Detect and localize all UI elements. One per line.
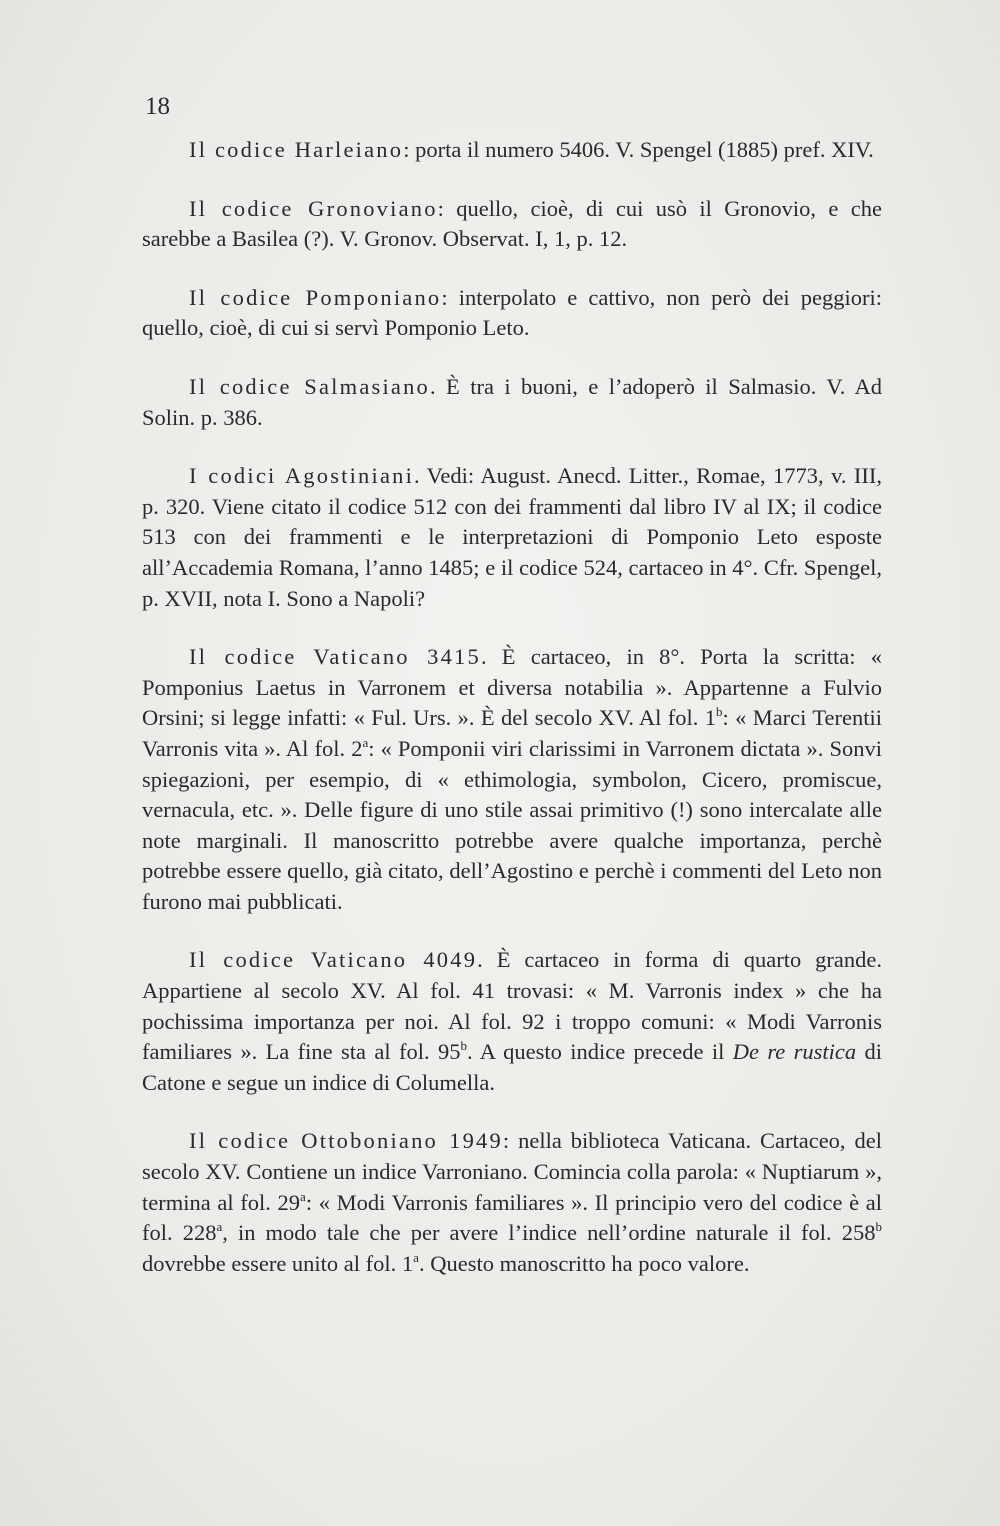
paragraph-text: . Questo manoscritto ha poco valore. (418, 1250, 750, 1276)
paragraph-text: , in modo tale che per avere l’indice nell’ordine naturale il fol. 258 (222, 1220, 876, 1246)
codex-heading: Il codice Salmasiano (189, 373, 431, 399)
paragraph-text: . È cartaceo, in 8°. Porta la scritta: « Pomponius Laetus in Varronem et diversa notabilia ». Appartenne a Fulvio Orsini; si legge infatti: « Ful. Urs. ». È del secolo XV. Al fol. 1 (142, 644, 882, 731)
paragraph-text: : quello, cioè, di cui usò il Gronovio, e che sarebbe a Basilea (?). V. Gronov. Observat. I, 1, p. 12. (142, 195, 882, 252)
codex-heading: Il codice Harleiano (189, 137, 404, 162)
paragraph (142, 642, 882, 917)
paragraph-text: . A questo indice precede il (466, 1039, 733, 1065)
page-number: 18 (145, 93, 170, 120)
codex-heading: Il codice Gronoviano (189, 195, 438, 221)
page-text (142, 135, 882, 1307)
paragraph-text: : nella biblioteca Vaticana. Cartaceo, del secolo XV. Contiene un indice Varroniano. Comincia colla parola: « Nuptiarum », termina al fol. 29 (142, 1128, 882, 1215)
folio-superscript: a (300, 1188, 306, 1204)
paragraph-text: . È cartaceo in forma di quarto grande. Appartiene al secolo XV. Al fol. 41 trovasi: « M. Varronis index » che ha pochissima importanza per noi. Al fol. 92 i troppo comuni: « Modi Varronis familiares ». La fine sta al fol. 95 (142, 947, 882, 1065)
paragraph (142, 135, 882, 166)
paragraph-text: : porta il numero 5406. V. Spengel (1885) pref. XIV. (403, 137, 874, 162)
folio-superscript: b (875, 1219, 882, 1235)
codex-heading: Il codice Ottoboniano 1949 (189, 1128, 503, 1154)
paragraph (142, 194, 882, 255)
codex-heading: Il codice Vaticano 3415 (189, 644, 481, 670)
paragraph-text: di Catone e segue un indice di Columella. (142, 1039, 882, 1095)
paragraph-text: . È tra i buoni, e l’adoperò il Salmasio. V. Ad Solin. p. 386. (142, 373, 882, 430)
paragraph (142, 1126, 882, 1279)
paragraph (142, 283, 882, 344)
paragraph-text: : « Pomponii viri clarissimi in Varronem dictata ». Sonvi spiegazioni, per esempio, di « ethimologia, symbolon, Cicero, promiscue, vernacula, etc. ». Delle figure di uno stile assai primitivo (!) sono intercalate alle note marginali. Il manoscritto potrebbe avere qualche importanza, perchè potrebbe essere quello, già citato, dell’Agostino e perchè i commenti del Leto non furono mai pubblicati. (142, 735, 882, 914)
paragraph-text: . Vedi: August. Anecd. Litter., Romae, 1773, v. III, p. 320. Viene citato il codice 512 con dei frammenti dal libro IV al IX; il codice 513 con dei frammenti e le interpretazioni di Pomponio Leto esposte all’Accademia Romana, l’anno 1485; e il codice 524, cartaceo in 4°. Cfr. Spengel, p. XVII, nota I. Sono a Napoli? (142, 463, 882, 611)
folio-superscript: b (716, 704, 723, 720)
codex-heading: I codici Agostiniani (189, 463, 415, 489)
folio-superscript: b (460, 1038, 467, 1054)
italic-title: De re rustica (732, 1039, 857, 1065)
paragraph (142, 461, 882, 614)
paragraph-text: : « Modi Varronis familiares ». Il principio vero del codice è al fol. 228 (142, 1189, 882, 1246)
paragraph (142, 945, 882, 1098)
folio-superscript: a (362, 734, 369, 750)
paragraph-text: dovrebbe essere unito al fol. 1 (142, 1250, 414, 1276)
paragraph (142, 372, 882, 433)
paragraph-text: : interpolato e cattivo, non però dei peggiori: quello, cioè, di cui si servì Pomponio Leto. (142, 284, 882, 341)
folio-superscript: a (216, 1219, 223, 1235)
folio-superscript: a (413, 1249, 419, 1265)
codex-heading: Il codice Vaticano 4049 (189, 947, 478, 973)
codex-heading: Il codice Pomponiano (189, 284, 442, 310)
paragraph-text: : « Marci Terentii Varronis vita ». Al fol. 2 (142, 705, 882, 761)
